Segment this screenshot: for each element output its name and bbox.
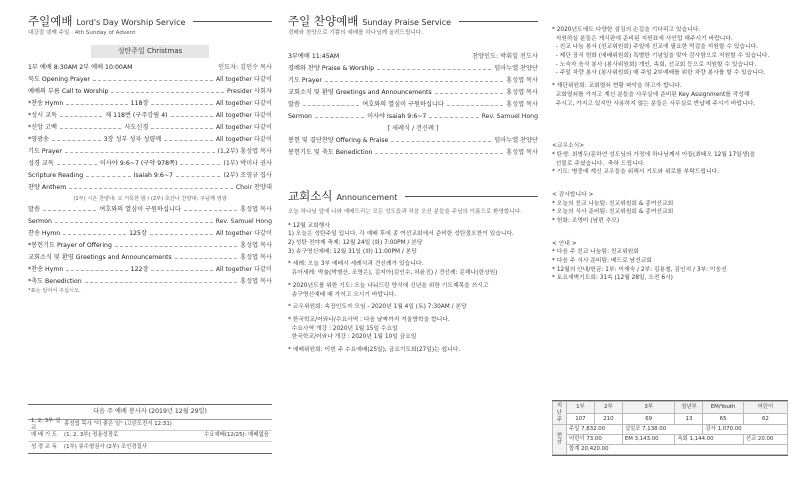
christmas-banner: 성탄주일 Christmas xyxy=(91,45,209,58)
next-week-row xyxy=(28,442,272,453)
worship-order-row-label: 예배의 부름 Call to Worship xyxy=(28,88,109,96)
worship-order-row-label: *축도 Benediction xyxy=(28,278,82,286)
praise-time-row: 3부예배 11:45AM 찬양인도: 박휘일 전도사 xyxy=(288,53,538,61)
worship-order-row-detail: 사도신경 xyxy=(124,124,149,132)
server-role: 1, 2, 3부 설교 xyxy=(31,418,61,431)
worship-order-row-label: *성시 교독 xyxy=(28,112,57,120)
worship-title: 주일예배 Lord's Day Worship Service xyxy=(28,14,272,28)
worship-order-row-person: All together 다같이 xyxy=(215,124,272,132)
worship-order-row xyxy=(28,216,272,228)
praise-order-row xyxy=(288,147,538,159)
thanks-line: * 헌화: 조영미 (남편 추모) xyxy=(552,218,620,224)
news-title: 교회소식 Announcement xyxy=(288,189,538,203)
thanks-list xyxy=(552,200,788,226)
thanks-line: * 오늘의 식사 준비팀: 친교위원회 & 종여선교회 xyxy=(552,209,674,216)
worship-order-row-person: All together 다같이 xyxy=(215,266,273,274)
anthem-note: (1부) 시온 찬양대: 오 거룩한 밤 / (2부) 호산나 찬양대: 주님께 영광 xyxy=(73,195,227,202)
guide-list xyxy=(552,248,788,283)
praise-order-row-person: 임마누엘 찬양단 xyxy=(494,137,538,145)
worship-order-row-person: All together 다같이 xyxy=(215,136,272,144)
praise-order-row-person: 홍성엽 목사 xyxy=(506,77,538,85)
notice-line: 교회열쇠를 가지고 계신 분들을 사무실에 준비된 Key Assignment를 작성해 xyxy=(552,91,750,98)
worship-order-row-detail: Isaiah 9:6~7 xyxy=(133,172,173,180)
praise-title: 주일 찬양예배 Sunday Praise Service xyxy=(288,14,538,28)
worship-order-row-person: All together 다같이 xyxy=(215,76,272,84)
worship-order-row-label: *신앙 고백 xyxy=(28,124,57,132)
praise-order-row-label: 말씀 xyxy=(288,101,300,109)
worship-order-row xyxy=(28,182,272,194)
member-news-line: 선물로 주셨습니다. 축하 드립니다. xyxy=(552,160,646,167)
member-news xyxy=(552,151,788,177)
praise-order-row-label: 경배와 찬양 Praise & Worship xyxy=(288,65,375,73)
praise-order-row-label: 봉헌기도 및 축도 Benediction xyxy=(288,149,373,157)
news-item: 유아세례: 박율(박형산, 조영은), 김지아(김인수, 허윤진) / 견신례: 문해나(한상원) xyxy=(288,270,498,277)
notice-line: 주시고, 가지고 있지만 사용하지 않는 분들은 사무실로 반납해 주시기 바랍니다. xyxy=(552,100,756,107)
news-item: * 세례: 오늘 3부 예배시 세례식과 견신례가 있습니다. xyxy=(288,261,424,268)
notice-line: - 친교 나눔 봉사 (친교위원회) 주일에 친교에 필요한 먹걸을 지원할 수 있습니다. xyxy=(552,44,759,51)
news-item: 한국학교/어와나 개강 : 2020년 1월 10일 금요일 xyxy=(288,334,417,341)
thanks-line: * 오늘의 친교 나눔팀: 친교위원회 & 종여선교회 xyxy=(552,200,674,207)
praise-order-row-person: Rev. Samuel Hong xyxy=(481,113,539,121)
notice-line: - 노숙자 음식 봉사 (봉사위원회) 개인, 속회, 선교회 등으로 지원할 수 있습니다. xyxy=(552,61,757,68)
guide-line: * 12월의 안내/헌금: 1부: 이재숙 / 2부: 김용철, 김인지 / 3부: 이웅선 xyxy=(552,266,727,273)
praise-order-row-label: 봉헌 및 결단찬양 Offering & Praise xyxy=(288,137,389,145)
worship-order-row-label: *찬송 Hymn xyxy=(28,100,64,108)
news-item: * 2020년도를 위한 기도: 오늘 나눠드린 양식에 신년을 위한 기도제목을 쓰시고 xyxy=(288,282,489,289)
worship-order-row xyxy=(28,158,272,170)
news-item: * 예배위원회: 이번 주 수요예배(25일), 금요기도회(27일)는 쉽니다. xyxy=(288,346,461,353)
guide-line: * 다음 주 친교 나눔팀: 친교위원회 xyxy=(552,249,639,256)
worship-order-row-person: 홍성엽 목사 xyxy=(240,206,272,214)
next-week-header: 다음 주 예배 봉사자 (2019년 12월 29일) xyxy=(28,405,272,420)
news-list xyxy=(288,222,538,355)
member-news-line: * 탄생: 최병두/문하연 성도님의 가정에 하나님께서 아들(최태오 12월 17일생)을 xyxy=(552,151,756,158)
news-intro: 오늘 하나님 앞에 나와 예배드리는 모든 성도들과 처음 오신 분들을 주님의 이름으로 환영합니다. xyxy=(288,208,522,215)
server-role: 예 배 기 도 xyxy=(31,432,57,439)
server-role: 성 경 교 독 xyxy=(31,443,57,450)
server-names: (1부) 류수형권사 (2부) 조인경집사 xyxy=(64,443,147,450)
worship-order-row xyxy=(28,170,272,182)
worship-order-row-label: 기도 Prayer xyxy=(28,148,62,156)
praise-order-row xyxy=(288,99,538,111)
time-row: 1부 예배 8:30AM 2부 예배 10:00AM 인도자: 김인수 목사 xyxy=(28,64,272,72)
attendance-label: 지난 주 xyxy=(553,402,567,425)
notice-line: - 주일 차량 봉사 (봉사위원회) 매 주일 2부예배를 위한 차량 봉사를 할 수 있습니다. xyxy=(552,70,766,77)
standing-footnote: *표는 일어서 주십시오. xyxy=(28,288,81,295)
worship-order-row-detail: 125장 xyxy=(129,230,147,238)
praise-order-row xyxy=(288,135,538,147)
worship-order-row-detail: 118장 xyxy=(130,100,149,108)
worship-order-row-label: *영광송 xyxy=(28,136,50,144)
worship-order-row-detail: 122장 xyxy=(130,266,149,274)
guide-line: * 토요새벽기도회: 31속 (12월 28일, 오전 6시) xyxy=(552,275,673,282)
worship-order-row xyxy=(28,134,272,146)
worship-order-row-label: 성경 교독 xyxy=(28,160,54,168)
baptism-label: [ 세례식 / 견신례 ] xyxy=(387,125,439,133)
worship-order-row-label: 찬양 Anthem xyxy=(28,184,67,192)
notice-line: - 제단 장식 헌화 (예배위원회) 특별한 기념일을 맞아 감사함으로 지원할 수 있습니다. xyxy=(552,53,770,60)
condolence-title: <교우소식> xyxy=(552,143,585,150)
praise-subtitle: 경배와 찬양으로 기쁨의 예배를 하나님께 올려드립니다. xyxy=(288,30,423,37)
worship-order-row-person: Presider 사회자 xyxy=(227,88,272,96)
praise-order-row-person: 임마누엘 찬양단 xyxy=(494,65,538,73)
news-item: 송구영신예배 때 가지고 오시기 바랍니다. xyxy=(288,291,397,298)
worship-order-row-person: (1,2부) 홍성엽 목사 xyxy=(217,148,272,156)
worship-order-row-label: 묵도 Opening Prayer xyxy=(28,76,90,84)
notices-column xyxy=(552,26,788,283)
notice-line: * 재단위원회: 교회열쇠 현황 파악을 하고자 합니다. xyxy=(552,83,682,90)
praise-order-row-person: 홍성엽 목사 xyxy=(506,149,538,157)
offering-label: 현금 xyxy=(553,425,567,454)
worship-order-row-detail: 이사야 9:6~7 (구약 978쪽) xyxy=(99,160,178,168)
worship-order-row-person: 홍성엽 목사 xyxy=(240,254,272,262)
worship-order-row xyxy=(28,146,272,158)
praise-order-row xyxy=(288,87,538,99)
worship-order-row xyxy=(28,228,272,240)
guide-line: * 다음 주 식사 준비팀: 베드로 남선교회 xyxy=(552,258,652,265)
praise-order-row xyxy=(288,111,538,123)
worship-order-row-label: *찬송 Hymn xyxy=(28,266,64,274)
worship-order-row-person: (1부) 박미나 권사 xyxy=(223,160,272,168)
praise-order-row-person: 홍성엽 목사 xyxy=(506,101,538,109)
praise-order-row-detail: 이사야 Isaiah 9:6~7 xyxy=(367,113,427,121)
worship-order-row-detail: 3장 성부 성자 성령께 xyxy=(103,136,162,144)
news-item: 2) 성탄 전야제 축제: 12월 24일 (화) 7:00PM / 본당 xyxy=(288,240,423,247)
worship-subtitle: 대강절 넷째 주일 · 4th Sunday of Advent xyxy=(28,30,136,37)
worship-order-row-detail: 여호와의 열심이 구원하십니다 xyxy=(99,206,181,214)
praise-order-row xyxy=(288,63,538,75)
news-item: 3) 송구영신예배: 12월 31일 (화) 11:00PM / 본당 xyxy=(288,248,417,255)
next-week-servers-table xyxy=(28,404,272,454)
worship-order-row xyxy=(28,98,272,110)
praise-order-row xyxy=(288,75,538,87)
praise-order-row-label: 교회소식 및 환영 Greetings and Announcements xyxy=(288,89,432,97)
news-item: 1) 오늘은 성탄주일 입니다. 각 예배 후에 종 여선교회에서 준비한 성탄절오찬이 있습니다. xyxy=(288,231,514,238)
news-item: 수요사역 개강 : 2020년 1월 15일 수요일 xyxy=(288,325,398,332)
praise-order-row-person: 홍성엽 목사 xyxy=(506,89,538,97)
notice-line: 지원하실 분들은 게시판에 준비된 지원표에 사인업 해주시기 바랍니다. xyxy=(552,35,733,42)
worship-order-row-person: Choir 찬양대 xyxy=(235,184,272,192)
praise-order-row-detail: 여호와의 열심이 구원하십니다 xyxy=(362,101,444,109)
server-names: (1, 2, 3부) 정용성장로 xyxy=(64,432,119,439)
worship-order-row xyxy=(28,204,272,216)
statistics-table: 지난 주 1부 2부 3부 청년부 EM/Youth 어린이 107 210 69 13 65 62 현금 주일 7,832.00 십일조 7,138.00 감사 1,070.00 어린이 73.00 EM 3,143.00 속회 1,144.00 선교 20.00 합계 20,420.00 xyxy=(552,400,788,456)
guide-title: < 안내 > xyxy=(552,240,577,247)
worship-order-row-label: 찬송 Hymn xyxy=(28,230,61,238)
worship-order-row xyxy=(28,86,272,98)
worship-order-row-label: *봉헌기도 Prayer of Offering xyxy=(28,242,112,250)
server-names: 홍성엽 목사 "더 좋은 일" (고린도전서 12:31) xyxy=(64,421,172,428)
member-news-line: * 기도: 병중에 계신 교우들을 위해서 기도와 위로를 부탁드립니다. xyxy=(552,169,720,176)
worship-order-row-person: All together 다같이 xyxy=(215,100,273,108)
worship-order-row-person: Rev. Samuel Hong xyxy=(215,218,272,226)
worship-order-row-label: Scripture Reading xyxy=(28,172,84,180)
worship-order-row xyxy=(28,264,272,276)
worship-order-row-person: 홍성엽 목사 xyxy=(240,278,272,286)
worship-order-row-label: 교회소식 및 환영 Greetings and Announcements xyxy=(28,254,172,262)
praise-column xyxy=(288,14,538,355)
worship-order-row xyxy=(28,240,272,252)
worship-order-row-person: All together 다같이 xyxy=(215,112,273,120)
next-week-row xyxy=(28,420,272,431)
news-item: * 한국학교/어와나/수요사역 : 다음 날짜까지 겨울방학을 합니다. xyxy=(288,316,450,323)
worship-order-row-person: (2부) 조영규 집사 xyxy=(223,172,272,180)
news-item: * 12월 교회행사 xyxy=(288,222,330,229)
worship-order-row-person: All together 다같이 xyxy=(215,230,273,238)
praise-order-row-label: Sermon xyxy=(288,113,312,121)
praise-order-row-label: 기도 Prayer xyxy=(288,77,322,85)
worship-order-row xyxy=(28,74,272,86)
worship-order-row-person: 홍성엽 목사 xyxy=(240,242,272,250)
server-note: 수요예배(12/25): 예배없음 xyxy=(204,432,269,439)
worship-order-row xyxy=(28,252,272,264)
news-item: * 교우위원회: 속장인도자 모임 - 2020년 1월 4일 (토) 7:30AM / 본당 xyxy=(288,304,467,311)
worship-column xyxy=(28,14,272,295)
worship-order-row-detail: 제 118번 (구주강림 4) xyxy=(105,112,168,120)
worship-order-row-label: 말씀 xyxy=(28,206,40,214)
next-week-row xyxy=(28,431,272,442)
volunteer-notices xyxy=(552,26,788,108)
thanks-title: < 감사합니다 > xyxy=(552,191,594,198)
worship-order-row xyxy=(28,110,272,122)
worship-order-row xyxy=(28,276,272,288)
notice-line: * 2020년도에도 다양한 섬김의 손길을 기다리고 있습니다. xyxy=(552,27,701,33)
worship-order-row xyxy=(28,122,272,134)
worship-order-row-label: Sermon xyxy=(28,218,52,226)
